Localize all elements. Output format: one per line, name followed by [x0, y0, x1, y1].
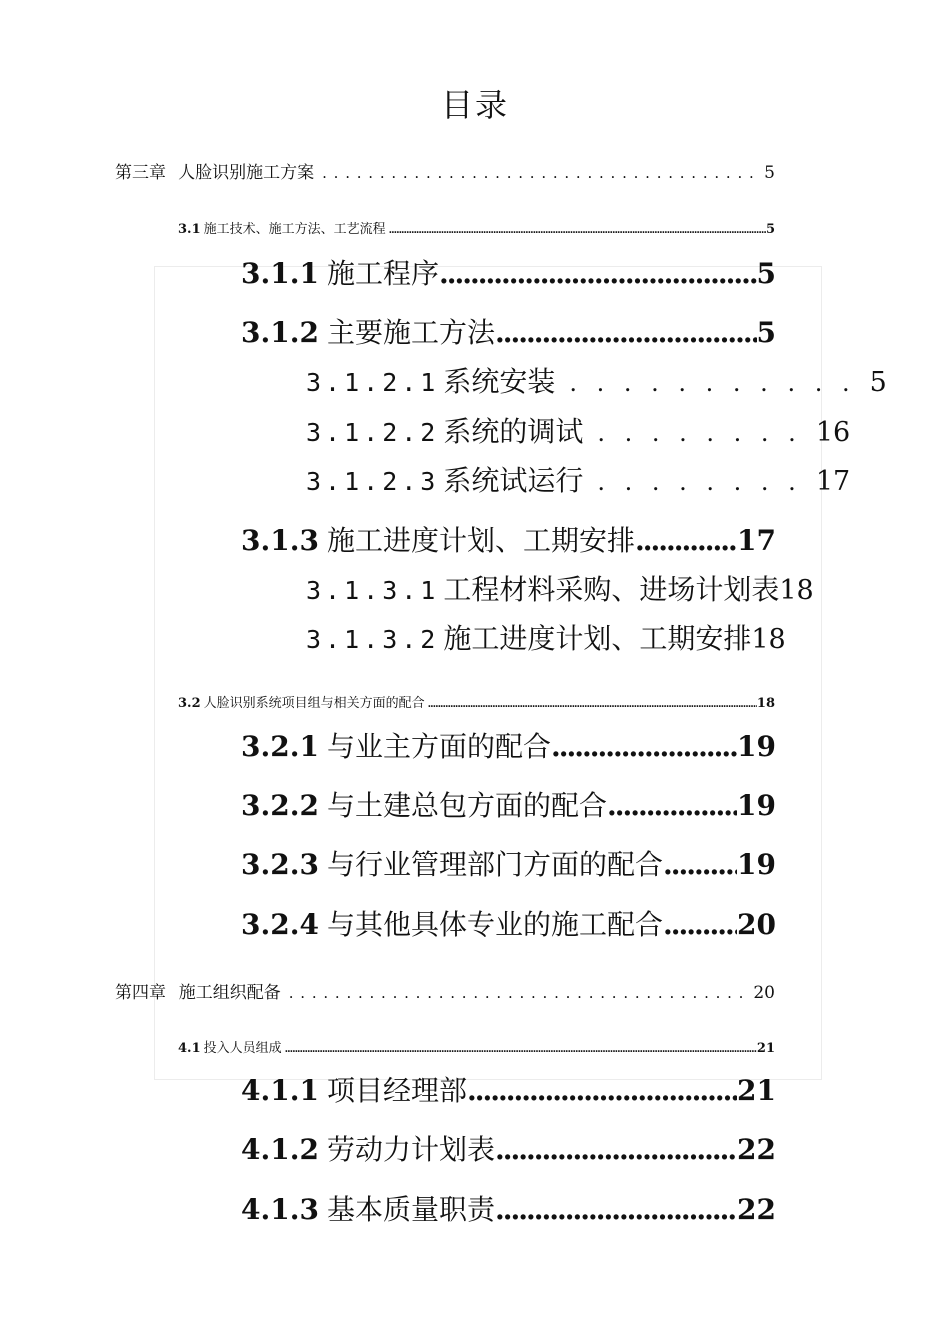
section-number: 3.1	[178, 222, 201, 237]
toc-entry-chapter-3[interactable]	[115, 158, 775, 183]
leader-dots	[495, 1193, 737, 1226]
leader-dots	[495, 1133, 737, 1166]
toc-entry-3-2-1[interactable]	[241, 725, 776, 765]
section-title: 投入人员组成	[203, 1041, 282, 1056]
toc-entry-3-1-2[interactable]	[241, 311, 776, 351]
chapter-title: 人脸识别施工方案	[178, 163, 315, 183]
toc-entry-4-1-3[interactable]	[241, 1188, 776, 1228]
toc-entry-chapter-4[interactable]	[115, 978, 775, 1003]
section-number: 3.2	[178, 696, 201, 711]
leader-dots	[289, 984, 748, 1002]
section-number: 4.1	[178, 1041, 201, 1056]
section-title: 与业主方面的配合	[326, 730, 551, 763]
toc-entry-3-2-2[interactable]	[241, 784, 776, 824]
section-title: 与土建总包方面的配合	[326, 789, 607, 822]
toc-entry-3-1-3-1[interactable]	[306, 568, 814, 608]
toc-entry-4-1-2[interactable]	[241, 1128, 776, 1168]
section-number: 3.1.2	[241, 316, 319, 349]
section-title: 基本质量职责	[326, 1193, 495, 1226]
section-number: 3.1.2.2	[306, 418, 440, 447]
section-title: 系统试运行	[443, 464, 584, 497]
page-number: 17	[737, 524, 776, 557]
section-number: 4.1.1	[241, 1074, 319, 1107]
leader-dots	[322, 164, 758, 182]
section-title: 与其他具体专业的施工配合	[326, 908, 663, 941]
page-number: 19	[737, 848, 776, 881]
toc-entry-3-1-1[interactable]	[241, 252, 776, 292]
page-number: 5	[756, 257, 776, 290]
toc-entry-3-1[interactable]	[178, 218, 775, 237]
section-title: 劳动力计划表	[326, 1133, 495, 1166]
section-title: 系统安装	[443, 365, 556, 398]
page-number: 21	[737, 1074, 776, 1107]
page-number: 20	[753, 983, 775, 1003]
section-title: 施工技术、施工方法、工艺流程	[203, 222, 386, 237]
chapter-label: 第三章	[115, 163, 166, 183]
section-number: 3.1.3	[241, 524, 319, 557]
section-title: 施工进度计划、工期安排	[326, 524, 635, 557]
leader-dots	[663, 848, 737, 881]
section-number: 4.1.2	[241, 1133, 319, 1166]
toc-entry-3-2-3[interactable]	[241, 843, 776, 883]
section-number: 3.1.2.3	[306, 467, 440, 496]
page-number: 22	[737, 1193, 776, 1226]
page-number: 21	[756, 1041, 775, 1056]
page-number: 22	[737, 1133, 776, 1166]
leader-dots	[389, 225, 766, 236]
section-title: 主要施工方法	[326, 316, 495, 349]
chapter-title: 施工组织配备	[178, 983, 281, 1003]
section-number: 3.2.4	[241, 908, 319, 941]
toc-title: 目录	[440, 86, 509, 124]
toc-entry-3-1-2-3[interactable]	[306, 459, 850, 499]
section-number: 3.1.3.1	[306, 576, 440, 605]
leader-dots	[495, 316, 757, 349]
page-number: 19	[737, 789, 776, 822]
section-number: 3.2.2	[241, 789, 319, 822]
section-title: 施工程序	[326, 257, 439, 290]
section-number: 4.1.3	[241, 1193, 319, 1226]
section-number: 3.1.2.1	[306, 368, 440, 397]
toc-entry-3-1-2-1[interactable]	[306, 360, 887, 400]
leader-dots	[428, 699, 757, 710]
section-number: 3.1.3.2	[306, 625, 440, 654]
leader-dots	[635, 524, 737, 557]
section-title: 施工进度计划、工期安排	[443, 622, 752, 655]
leader-dots: . . . . . . . . . . .	[569, 369, 856, 397]
page-number: 18	[756, 696, 775, 711]
toc-entry-3-2-4[interactable]	[241, 903, 776, 943]
toc-entry-3-2[interactable]	[178, 692, 775, 711]
leader-dots	[285, 1044, 757, 1055]
page-number: 17	[815, 466, 851, 497]
page-number: 5	[765, 222, 775, 237]
section-number: 3.1.1	[241, 257, 319, 290]
chapter-label: 第四章	[115, 983, 166, 1003]
section-title: 工程材料采购、进场计划表	[443, 573, 780, 606]
leader-dots: . . . . . . . .	[597, 419, 802, 447]
leader-dots	[663, 908, 737, 941]
leader-dots	[607, 789, 737, 822]
section-title: 人脸识别系统项目组与相关方面的配合	[203, 696, 425, 711]
section-title: 系统的调试	[443, 415, 584, 448]
leader-dots	[439, 257, 757, 290]
section-title: 项目经理部	[326, 1074, 467, 1107]
page-number: 16	[815, 417, 851, 448]
page-number: 19	[737, 730, 776, 763]
page-number: 5	[869, 367, 887, 398]
page-number: 20	[737, 908, 776, 941]
page-number: 18	[751, 624, 786, 655]
page-number: 5	[756, 316, 776, 349]
toc-entry-4-1[interactable]	[178, 1037, 775, 1056]
toc-entry-3-1-2-2[interactable]	[306, 410, 850, 450]
section-title: 与行业管理部门方面的配合	[326, 848, 663, 881]
toc-entry-3-1-3-2[interactable]	[306, 617, 786, 657]
page-number: 18	[779, 575, 814, 606]
section-number: 3.2.1	[241, 730, 319, 763]
leader-dots: . . . . . . . .	[597, 468, 802, 496]
page-number: 5	[764, 163, 775, 183]
leader-dots	[551, 730, 737, 763]
toc-entry-4-1-1[interactable]	[241, 1069, 776, 1109]
section-number: 3.2.3	[241, 848, 319, 881]
toc-entry-3-1-3[interactable]	[241, 519, 776, 559]
leader-dots	[467, 1074, 737, 1107]
